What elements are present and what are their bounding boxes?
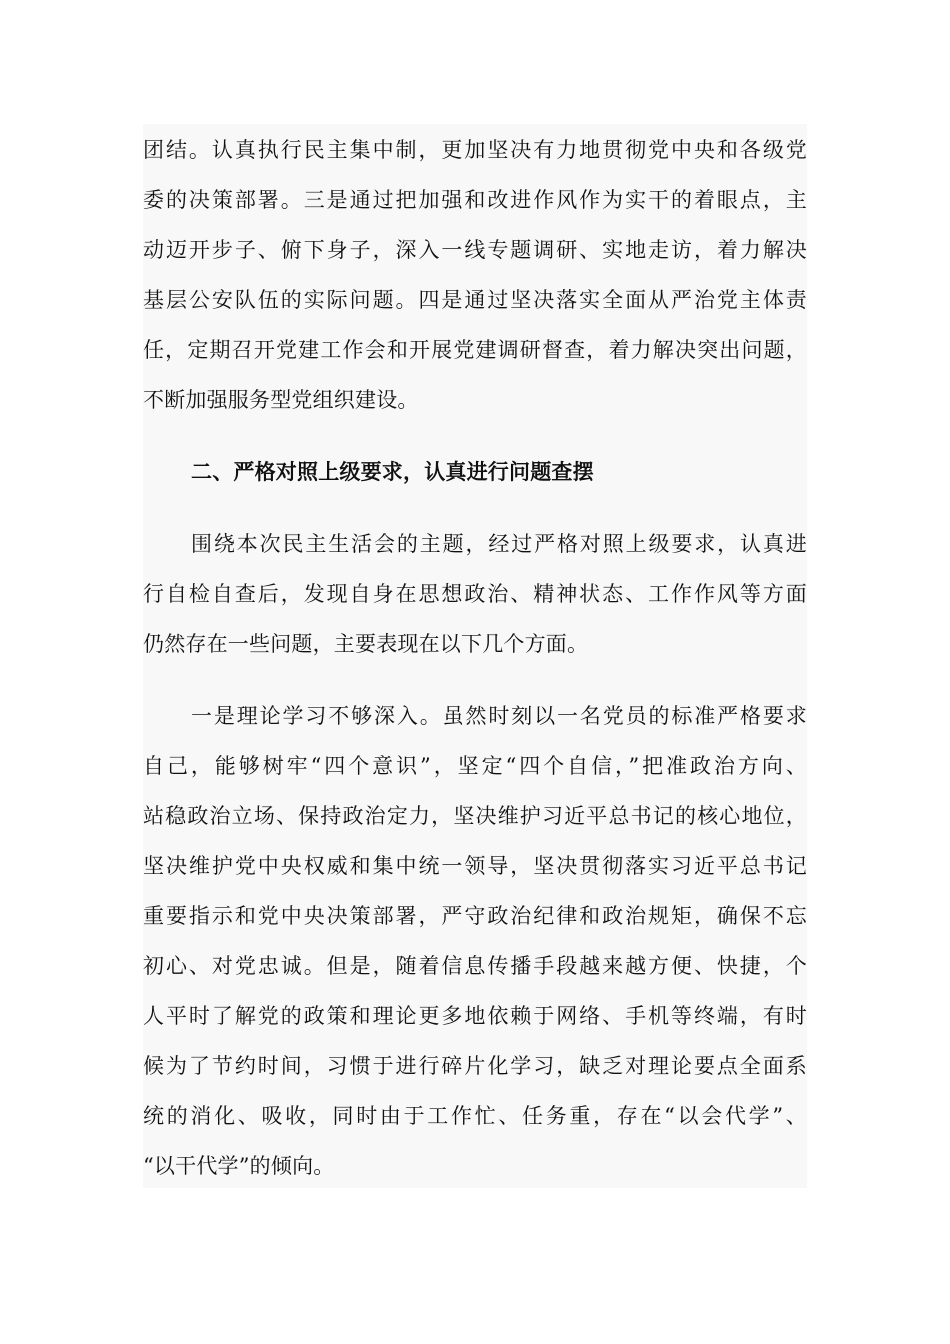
section-heading: 二、严格对照上级要求，认真进行问题查摆 [191,459,594,484]
paragraph-line: 行自检自查后，发现自身在思想政治、精神状态、工作作风等方面 [143,582,807,606]
paragraph-line: 坚决维护党中央权威和集中统一领导，坚决贯彻落实习近平总书记 [143,854,807,878]
document-text-block [143,124,807,1188]
paragraph-line: 候为了节约时间，习惯于进行碎片化学习，缺乏对理论要点全面系 [143,1054,807,1078]
paragraph-line: 站稳政治立场、保持政治定力，坚决维护习近平总书记的核心地位， [143,804,807,828]
paragraph-line: 自己，能够树牢“四个意识”，坚定“四个自信，”把准政治方向、 [143,754,807,778]
paragraph-line: 团结。认真执行民主集中制，更加坚决有力地贯彻党中央和各级党 [143,138,807,162]
paragraph-line: 重要指示和党中央决策部署，严守政治纪律和政治规矩，确保不忘 [143,904,807,928]
paragraph-line: “以干代学”的倾向。 [143,1154,335,1178]
paragraph-line: 不断加强服务型党组织建设。 [143,388,419,412]
paragraph-line: 任，定期召开党建工作会和开展党建调研督查，着力解决突出问题， [143,338,807,362]
paragraph-line: 人平时了解党的政策和理论更多地依赖于网络、手机等终端，有时 [143,1004,807,1028]
paragraph-line: 仍然存在一些问题，主要表现在以下几个方面。 [143,632,589,656]
paragraph-line: 委的决策部署。三是通过把加强和改进作风作为实干的着眼点，主 [143,188,807,212]
paragraph-line: 统的消化、吸收，同时由于工作忙、任务重，存在“以会代学”、 [143,1104,807,1128]
paragraph-line: 一是理论学习不够深入。虽然时刻以一名党员的标准严格要求 [191,704,807,728]
paragraph-line: 围绕本次民主生活会的主题，经过严格对照上级要求，认真进 [191,532,807,556]
paragraph-line: 基层公安队伍的实际问题。四是通过坚决落实全面从严治党主体责 [143,288,807,312]
paragraph-line: 初心、对党忠诚。但是，随着信息传播手段越来越方便、快捷，个 [143,954,807,978]
paragraph-line: 动迈开步子、俯下身子，深入一线专题调研、实地走访，着力解决 [143,238,807,262]
